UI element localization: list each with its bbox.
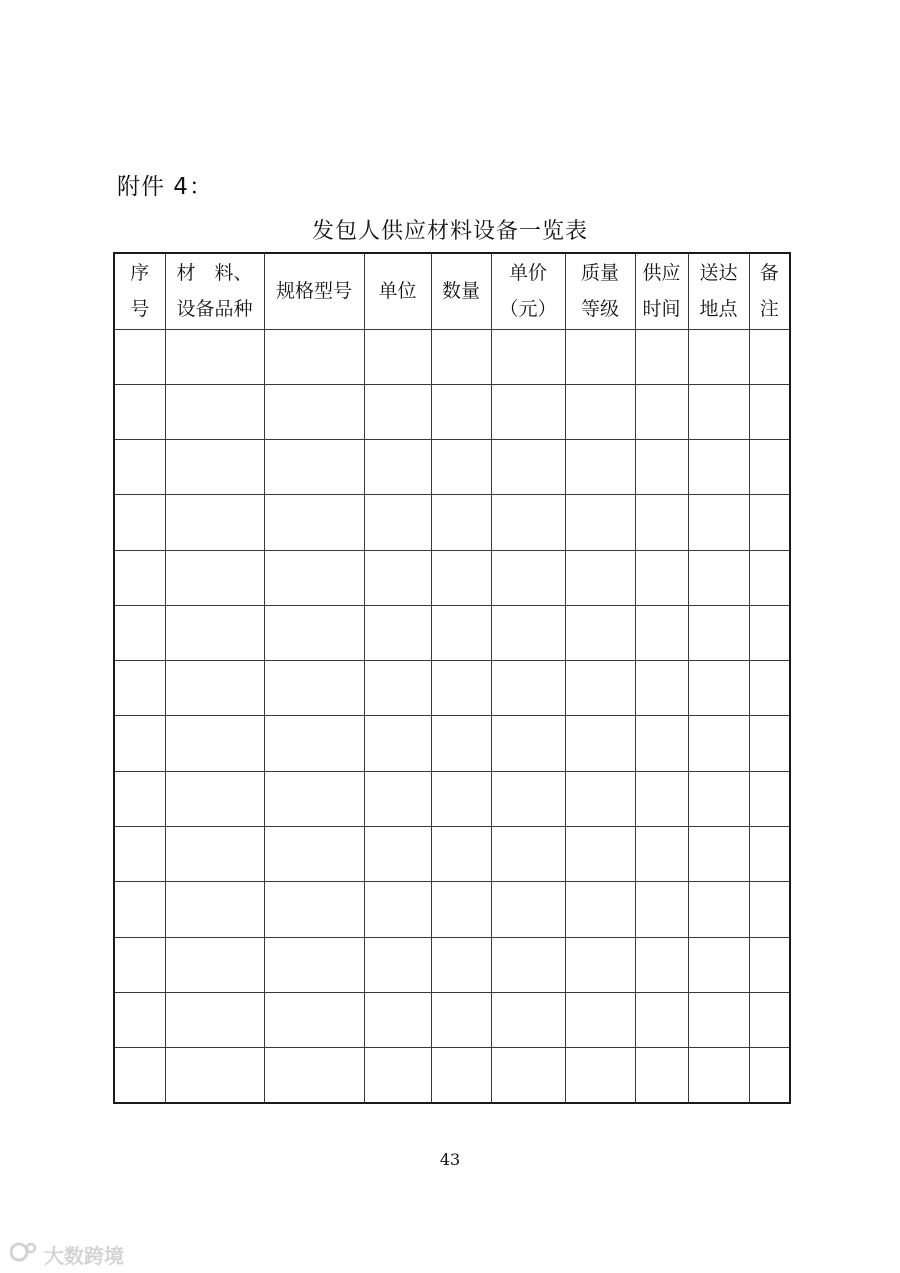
table-cell <box>749 827 790 882</box>
table-cell <box>114 384 165 439</box>
watermark-logo-icon <box>10 1241 40 1268</box>
table-cell <box>431 550 491 605</box>
table-cell <box>688 605 749 660</box>
table-cell <box>635 440 688 495</box>
table-cell <box>114 827 165 882</box>
table-row <box>114 937 790 992</box>
table-cell <box>165 937 264 992</box>
table-cell <box>364 937 431 992</box>
table-cell <box>431 661 491 716</box>
table-cell <box>749 384 790 439</box>
watermark <box>10 1240 124 1269</box>
table-cell <box>635 550 688 605</box>
table-cell <box>364 605 431 660</box>
table-cell <box>431 882 491 937</box>
table-cell <box>264 827 364 882</box>
table-cell <box>165 1048 264 1103</box>
table-cell <box>749 882 790 937</box>
table-cell <box>165 827 264 882</box>
table-cell <box>565 992 635 1047</box>
table-cell <box>565 605 635 660</box>
table-cell <box>635 992 688 1047</box>
table-cell <box>114 329 165 384</box>
table-cell <box>491 992 565 1047</box>
table-cell <box>565 827 635 882</box>
table-cell <box>114 605 165 660</box>
table-cell <box>688 827 749 882</box>
table-cell <box>114 1048 165 1103</box>
table-cell <box>165 716 264 771</box>
table-cell <box>165 992 264 1047</box>
table-row <box>114 1048 790 1103</box>
table-cell <box>114 992 165 1047</box>
table-cell <box>749 495 790 550</box>
table-cell <box>364 992 431 1047</box>
table-cell <box>565 937 635 992</box>
table-cell <box>688 384 749 439</box>
table-cell <box>635 716 688 771</box>
table-row <box>114 605 790 660</box>
table-cell <box>264 605 364 660</box>
table-cell <box>749 550 790 605</box>
table-cell <box>749 771 790 826</box>
table-cell <box>688 495 749 550</box>
table-row <box>114 661 790 716</box>
table-cell <box>635 937 688 992</box>
table-cell <box>114 440 165 495</box>
table-cell <box>635 384 688 439</box>
table-cell <box>264 716 364 771</box>
table-cell <box>264 495 364 550</box>
table-cell <box>635 605 688 660</box>
table-cell <box>264 882 364 937</box>
table-cell <box>364 384 431 439</box>
table-cell <box>165 550 264 605</box>
table-cell <box>165 771 264 826</box>
table-cell <box>165 661 264 716</box>
header-supply-time: 供应 时间 <box>635 253 688 329</box>
table-cell <box>749 440 790 495</box>
table-cell <box>431 495 491 550</box>
table-cell <box>431 937 491 992</box>
watermark-text: 大数跨境 <box>44 1244 124 1268</box>
table-cell <box>114 716 165 771</box>
table-cell <box>364 329 431 384</box>
table-row <box>114 495 790 550</box>
table-cell <box>264 937 364 992</box>
header-quantity: 数量 <box>431 253 491 329</box>
table-cell <box>635 827 688 882</box>
table-cell <box>114 771 165 826</box>
table-cell <box>491 937 565 992</box>
table-cell <box>491 827 565 882</box>
table-cell <box>165 329 264 384</box>
table-cell <box>491 771 565 826</box>
table-cell <box>431 384 491 439</box>
table-cell <box>491 1048 565 1103</box>
table-cell <box>431 1048 491 1103</box>
table-cell <box>431 827 491 882</box>
table-cell <box>491 605 565 660</box>
table-cell <box>491 716 565 771</box>
table-cell <box>635 329 688 384</box>
table-cell <box>264 1048 364 1103</box>
table-cell <box>264 440 364 495</box>
header-specification: 规格型号 <box>264 253 364 329</box>
table-cell <box>749 661 790 716</box>
table-row <box>114 384 790 439</box>
table-cell <box>688 1048 749 1103</box>
table-row <box>114 992 790 1047</box>
table-cell <box>565 329 635 384</box>
table-cell <box>635 661 688 716</box>
table-cell <box>749 605 790 660</box>
table-cell <box>364 1048 431 1103</box>
table-cell <box>364 827 431 882</box>
header-unit: 单位 <box>364 253 431 329</box>
table-cell <box>431 329 491 384</box>
table-cell <box>688 882 749 937</box>
table-cell <box>491 329 565 384</box>
table-cell <box>565 440 635 495</box>
table-cell <box>491 882 565 937</box>
table-cell <box>114 937 165 992</box>
table-cell <box>431 771 491 826</box>
table-cell <box>565 1048 635 1103</box>
table-cell <box>749 716 790 771</box>
table-cell <box>688 440 749 495</box>
table-cell <box>491 661 565 716</box>
table-cell <box>165 605 264 660</box>
table-cell <box>431 992 491 1047</box>
table-row <box>114 440 790 495</box>
table-cell <box>688 771 749 826</box>
table-cell <box>491 440 565 495</box>
table-cell <box>635 495 688 550</box>
table-cell <box>364 661 431 716</box>
table-cell <box>565 661 635 716</box>
table-cell <box>491 550 565 605</box>
table-header-row <box>114 253 790 329</box>
attachment-label: 附件 4： <box>117 174 213 200</box>
table-cell <box>565 550 635 605</box>
table-cell <box>749 992 790 1047</box>
table-cell <box>688 661 749 716</box>
header-unit-price: 单价 （元） <box>491 253 565 329</box>
table-cell <box>749 1048 790 1103</box>
table-cell <box>364 882 431 937</box>
table-cell <box>364 716 431 771</box>
table-cell <box>565 771 635 826</box>
table-cell <box>264 384 364 439</box>
table-cell <box>565 495 635 550</box>
table-row <box>114 329 790 384</box>
table-cell <box>749 937 790 992</box>
table-cell <box>431 716 491 771</box>
table-cell <box>364 495 431 550</box>
table-row <box>114 771 790 826</box>
table-cell <box>364 771 431 826</box>
table-cell <box>364 550 431 605</box>
table-cell <box>688 716 749 771</box>
table-cell <box>749 329 790 384</box>
table-cell <box>491 384 565 439</box>
table-cell <box>565 882 635 937</box>
header-delivery-location: 送达 地点 <box>688 253 749 329</box>
table-cell <box>491 495 565 550</box>
table-cell <box>688 550 749 605</box>
table-cell <box>165 384 264 439</box>
table-cell <box>264 550 364 605</box>
header-remarks: 备 注 <box>749 253 790 329</box>
table-cell <box>114 882 165 937</box>
header-serial-number: 序 号 <box>114 253 165 329</box>
table-cell <box>688 992 749 1047</box>
table-cell <box>114 661 165 716</box>
table-row <box>114 827 790 882</box>
table-cell <box>431 440 491 495</box>
table-row <box>114 550 790 605</box>
table-cell <box>635 771 688 826</box>
table-cell <box>264 329 364 384</box>
table-cell <box>264 992 364 1047</box>
table-cell <box>114 495 165 550</box>
table-row <box>114 716 790 771</box>
materials-table <box>113 252 791 1104</box>
table-title: 发包人供应材料设备一览表 <box>311 219 588 244</box>
table-cell <box>264 661 364 716</box>
page-number: 43 <box>439 1150 461 1169</box>
table-cell <box>635 1048 688 1103</box>
table-cell <box>364 440 431 495</box>
header-material-type: 材 料、 设备品种 <box>165 253 264 329</box>
table-cell <box>565 384 635 439</box>
table-row <box>114 882 790 937</box>
table-cell <box>431 605 491 660</box>
table-cell <box>165 882 264 937</box>
table-cell <box>688 329 749 384</box>
table-cell <box>688 937 749 992</box>
table-cell <box>635 882 688 937</box>
header-quality-grade: 质量 等级 <box>565 253 635 329</box>
table-cell <box>114 550 165 605</box>
table-cell <box>565 716 635 771</box>
table-cell <box>165 495 264 550</box>
table-cell <box>165 440 264 495</box>
table-cell <box>264 771 364 826</box>
